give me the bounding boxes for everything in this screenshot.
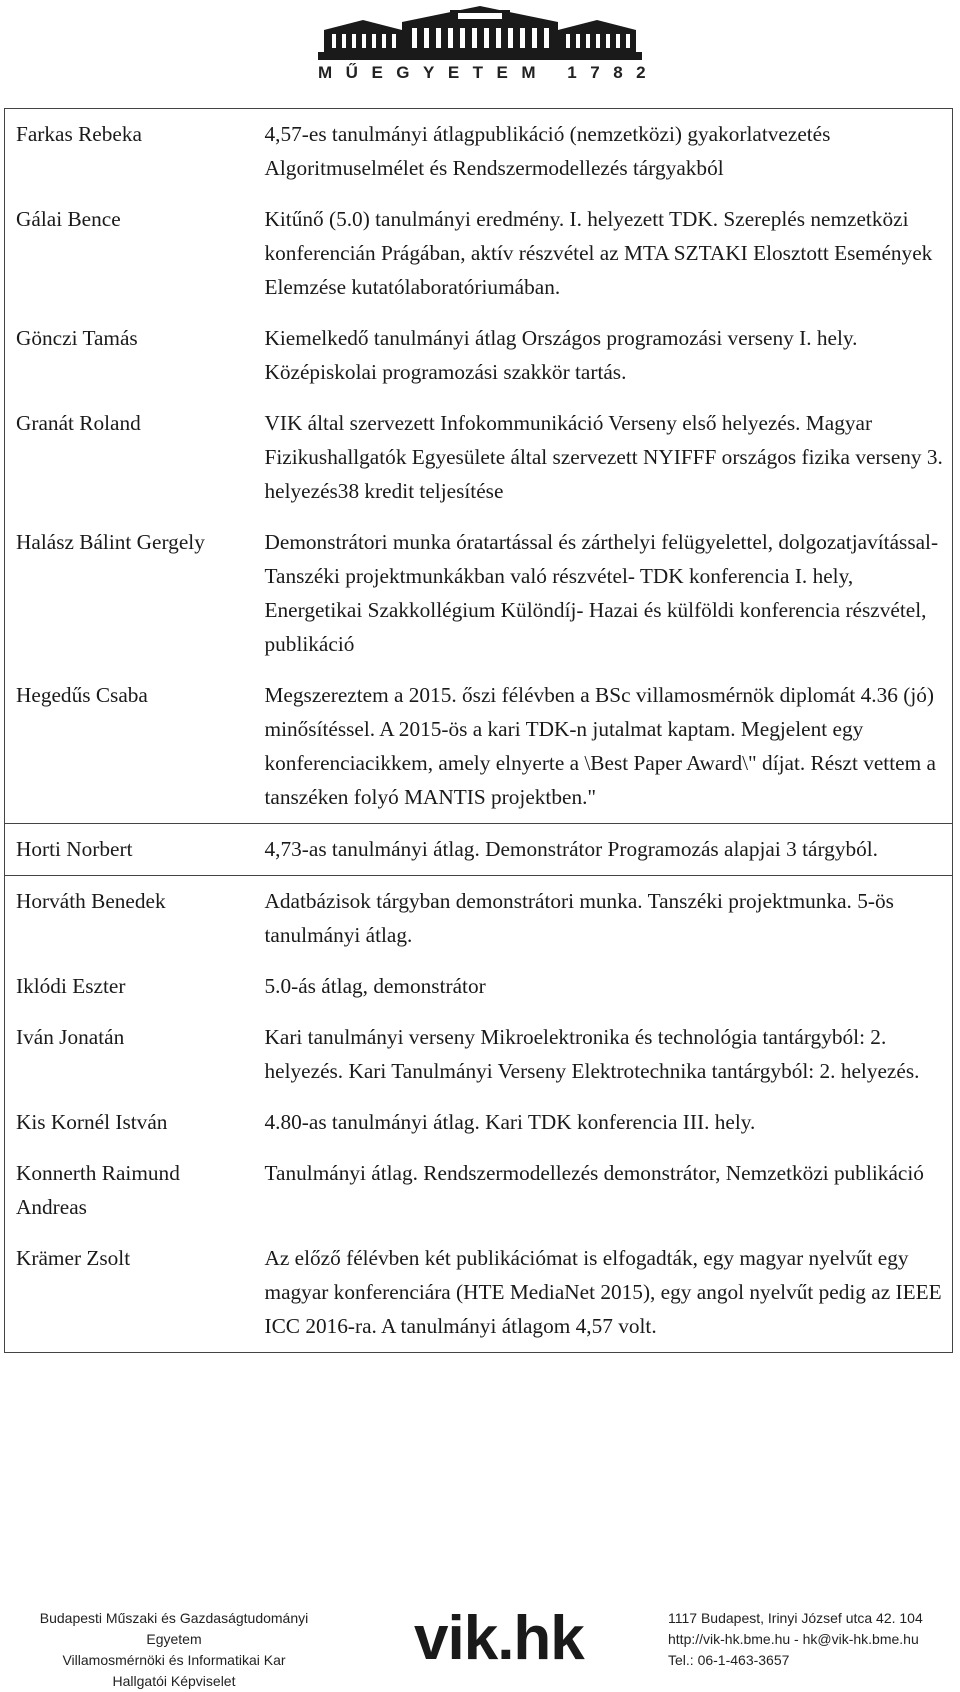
footer-university: Budapesti Műszaki és Gazdaságtudományi Egyetem (39, 1610, 309, 1647)
table-row (5, 824, 953, 876)
student-name: Granát Roland (5, 398, 254, 517)
table-row (5, 109, 953, 195)
achievement-text: 5.0-ás átlag, demonstrátor (254, 961, 953, 1012)
table-row (5, 1097, 953, 1148)
student-name: Iklódi Eszter (5, 961, 254, 1012)
achievement-text: Kitűnő (5.0) tanulmányi eredmény. I. helyezett TDK. Szereplés nemzetközi konferencián Prágában, aktív részvétel az MTA SZTAKI Elosztott Események Elemzése kutatólaboratóriumában. (254, 194, 953, 313)
table-row (5, 876, 953, 962)
student-name: Krämer Zsolt (5, 1233, 254, 1353)
table-row (5, 1148, 953, 1233)
student-name: Farkas Rebeka (5, 109, 254, 195)
achievement-text: Megszereztem a 2015. őszi félévben a BSc villamosmérnök diplomát 4.36 (jó) minősítéssel. A 2015-ös a kari TDK-n jutalmat kaptam. Megjelent egy konferenciacikkem, amely elnyerte a \Best Paper Award\" díjat. Részt vettem a tanszéken folyó MANTIS projektben." (254, 670, 953, 824)
student-name: Kis Kornél István (5, 1097, 254, 1148)
achievement-text: Kiemelkedő tanulmányi átlag Országos programozási verseny I. hely. Középiskolai programozási szakkör tartás. (254, 313, 953, 398)
student-name: Konnerth Raimund Andreas (5, 1148, 254, 1233)
achievement-text: 4.80-as tanulmányi átlag. Kari TDK konferencia III. hely. (254, 1097, 953, 1148)
footer-address: 1117 Budapest, Irinyi József utca 42. 104 (668, 1610, 923, 1626)
table-row (5, 1233, 953, 1353)
student-name: Gönczi Tamás (5, 313, 254, 398)
achievement-text: Adatbázisok tárgyban demonstrátori munka. Tanszéki projektmunka. 5-ös tanulmányi átlag. (254, 876, 953, 962)
achievement-text: 4,73-as tanulmányi átlag. Demonstrátor Programozás alapjai 3 tárgyból. (254, 824, 953, 876)
table-row (5, 670, 953, 824)
student-name: Iván Jonatán (5, 1012, 254, 1097)
student-name: Gálai Bence (5, 194, 254, 313)
table-row (5, 1012, 953, 1097)
student-name: Horti Norbert (5, 824, 254, 876)
table-row (5, 517, 953, 670)
building-icon (318, 4, 642, 62)
table-row (5, 398, 953, 517)
student-name: Hegedűs Csaba (5, 670, 254, 824)
achievement-text: 4,57-es tanulmányi átlagpublikáció (nemzetközi) gyakorlatvezetés Algoritmuselmélet és Rendszermodellezés tárgyakból (254, 109, 953, 195)
achievement-text: Kari tanulmányi verseny Mikroelektronika és technológia tantárgyból: 2. helyezés. Kari Tanulmányi Verseny Elektrotechnika tantárgyból: 2. helyezés. (254, 1012, 953, 1097)
awards-table (4, 108, 953, 1353)
university-logo (0, 0, 960, 86)
achievement-text: VIK által szervezett Infokommunikáció Verseny első helyezés. Magyar Fizikushallgatók Egyesülete által szervezett NYIFFF országos fizika verseny 3. helyezés38 kredit teljesítése (254, 398, 953, 517)
achievement-text: Demonstrátori munka óratartással és zárthelyi felügyelettel, dolgozatjavítással- Tanszéki projektmunkákban való részvétel- TDK konferencia I. hely, Energetikai Szakkollégium Különdíj- Hazai és külföldi konferencia részvétel, publikáció (254, 517, 953, 670)
page-footer (0, 1580, 960, 1689)
table-row (5, 961, 953, 1012)
achievement-text: Tanulmányi átlag. Rendszermodellezés demonstrátor, Nemzetközi publikáció (254, 1148, 953, 1233)
footer-faculty: Villamosmérnöki és Informatikai Kar (62, 1652, 286, 1668)
footer-web-email: http://vik-hk.bme.hu - hk@vik-hk.bme.hu (668, 1631, 919, 1647)
student-name: Halász Bálint Gergely (5, 517, 254, 670)
footer-contact (668, 1608, 958, 1671)
table-row (5, 194, 953, 313)
vikhk-logo: vik.hk (414, 1604, 584, 1673)
logo-text: MŰEGYETEM 1782 (318, 63, 660, 82)
student-name: Horváth Benedek (5, 876, 254, 962)
footer-phone: Tel.: 06-1-463-3657 (668, 1652, 790, 1668)
table-row (5, 313, 953, 398)
achievement-text: Az előző félévben két publikációmat is elfogadták, egy magyar nyelvűt egy magyar konferenciára (HTE MediaNet 2015), egy angol nyelvűt pedig az IEEE ICC 2016-ra. A tanulmányi átlagom 4,57 volt. (254, 1233, 953, 1353)
footer-office: Hallgatói Képviselet (112, 1673, 236, 1689)
footer-institution (24, 1608, 324, 1692)
